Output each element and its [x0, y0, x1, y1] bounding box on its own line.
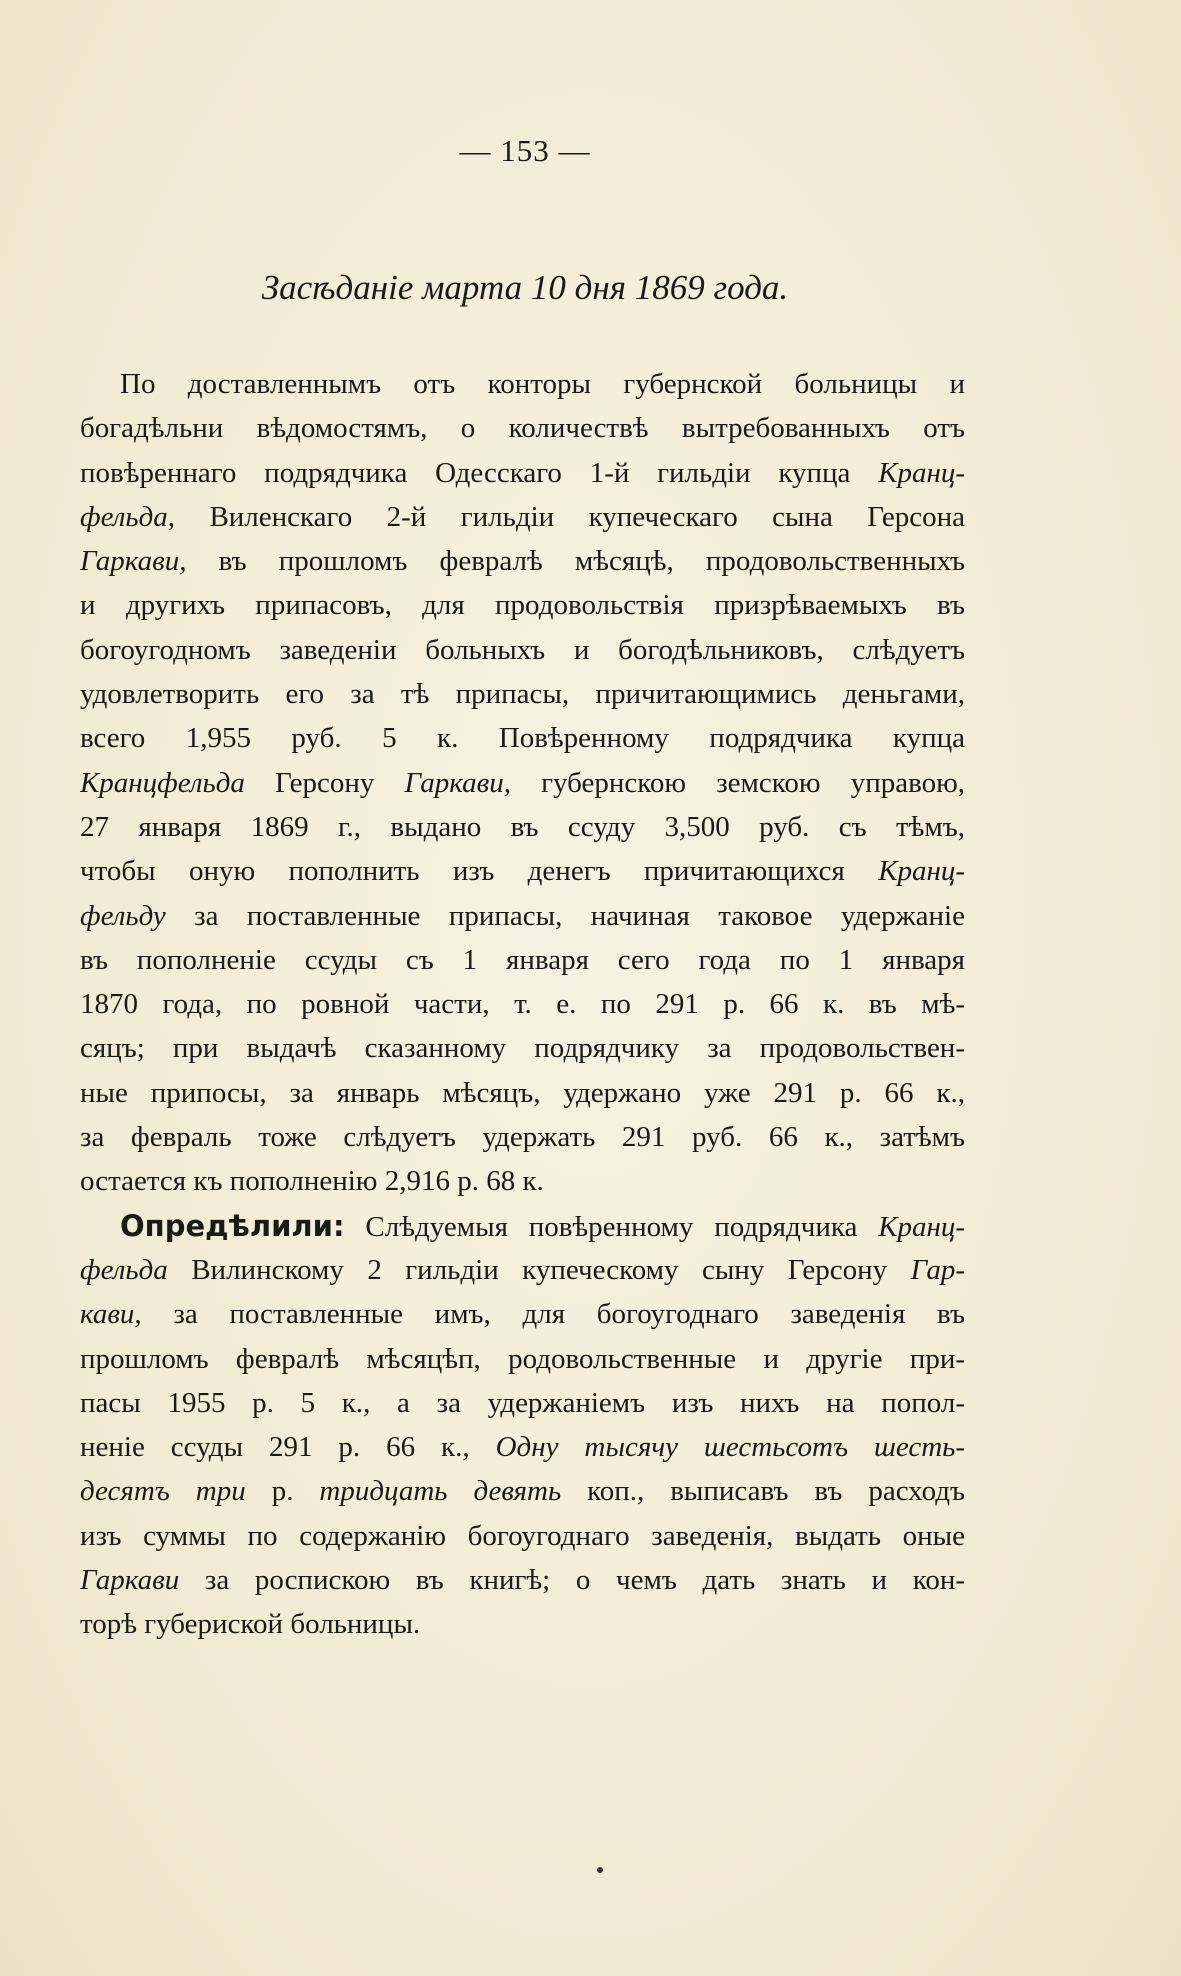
text-run: прошломъ февралѣ мѣсяцѣп, родовольственные и другіе при-	[80, 1342, 965, 1375]
italic-name: Кранц-	[878, 855, 965, 888]
text-run: ные припосы, за январь мѣсяцъ, удержано уже 291 р. 66 к.,	[80, 1076, 965, 1109]
text-run: Слѣдуемыя повѣренному подрядчика	[344, 1210, 879, 1243]
italic-name: десятъ три	[80, 1475, 246, 1508]
text-run: Герсону	[244, 766, 405, 799]
paragraph1-line	[80, 1159, 965, 1203]
paragraph1-line	[80, 1071, 965, 1115]
italic-name: фельда,	[80, 500, 176, 533]
italic-name: тридцать девять	[319, 1475, 562, 1508]
paragraph1-line	[80, 761, 965, 805]
text-run: 27 января 1869 г., выдано въ ссуду 3,500 руб. съ тѣмъ,	[80, 810, 965, 843]
paragraph1-line	[80, 716, 965, 760]
italic-name: Гаркави	[80, 1564, 180, 1597]
page-title: Засѣданіе марта 10 дня 1869 года.	[261, 268, 789, 307]
text-run: удовлетворить его за тѣ припасы, причитающимись деньгами,	[80, 678, 965, 711]
paragraph2-line	[80, 1381, 965, 1425]
text-run: неніе ссуды 291 р. 66 к.,	[80, 1431, 496, 1464]
text-run: Виленскаго 2-й гильдіи купеческаго сына Герсона	[175, 500, 965, 533]
italic-name: Кранцфельда	[80, 766, 245, 799]
italic-name: Кранц-	[878, 1210, 965, 1243]
text-run: за роспискою въ книгѣ; о чемъ дать знать и кон-	[179, 1564, 965, 1597]
text-run: р.	[245, 1475, 320, 1508]
text-run: чтобы оную пополнить изъ денегъ причитающихся	[80, 855, 879, 888]
text-run: въ пополненіе ссуды съ 1 января сего года по 1 января	[80, 943, 965, 976]
italic-name: Одну тысячу шестьсотъ шесть-	[495, 1431, 965, 1464]
paragraph1-line	[80, 849, 965, 893]
paragraph2-line	[80, 1248, 965, 1292]
paragraph2-line	[80, 1204, 965, 1248]
text-run: пасы 1955 р. 5 к., а за удержаніемъ изъ нихъ на попол-	[80, 1386, 965, 1419]
paragraph2-line	[80, 1514, 965, 1558]
text-run: сяцъ; при выдачѣ сказанному подрядчику за продовольствен-	[80, 1032, 965, 1065]
italic-name: кави,	[80, 1298, 142, 1331]
paragraph1-line	[80, 628, 965, 672]
text-run: всего 1,955 руб. 5 к. Повѣренному подрядчика купца	[80, 722, 965, 755]
paragraph2-line	[80, 1337, 965, 1381]
paragraph2-line	[80, 1469, 965, 1513]
paragraph1-line	[80, 583, 965, 627]
text-run: По доставленнымъ отъ конторы губернской больницы и	[120, 368, 965, 400]
text-run: и другихъ припасовъ, для продовольствія призрѣваемыхъ въ	[80, 589, 965, 622]
italic-name: фельда	[80, 1253, 168, 1286]
section-label: Опредѣлили:	[120, 1208, 345, 1243]
paragraph1-line	[80, 539, 965, 583]
text-run: 1870 года, по ровной части, т. е. по 291 р. 66 к. въ мѣ-	[80, 988, 965, 1021]
paragraph1-line	[80, 406, 965, 450]
italic-name: Гар-	[910, 1253, 965, 1286]
paragraph1-line	[80, 495, 965, 539]
paragraph1-line	[80, 894, 965, 938]
italic-name: Гаркави,	[80, 545, 187, 578]
paragraph2-line	[80, 1425, 965, 1469]
paragraph1-line	[80, 805, 965, 849]
paragraph1-line	[80, 362, 965, 406]
text-run: за февраль тоже слѣдуетъ удержать 291 руб. 66 к., затѣмъ	[80, 1121, 965, 1154]
text-run: за поставленные имъ, для богоугоднаго заведенія въ	[141, 1298, 965, 1331]
paragraph1-line	[80, 451, 965, 495]
page-number: — 153 —	[459, 133, 591, 168]
text-run: коп., выписавъ въ расходъ	[561, 1475, 965, 1508]
paragraph2-line	[80, 1292, 965, 1336]
ink-spot	[597, 1867, 603, 1873]
italic-name: Гаркави,	[404, 766, 511, 799]
paragraph1-line	[80, 982, 965, 1026]
text-run: остается къ пополненію 2,916 р. 68 к.	[80, 1165, 544, 1198]
text-run: торѣ губериской больницы.	[80, 1608, 421, 1641]
paragraph1-line	[80, 938, 965, 982]
text-run: богадѣльни вѣдомостямъ, о количествѣ вытребованныхъ отъ	[80, 412, 965, 445]
paragraph1-line	[80, 672, 965, 716]
text-run: повѣреннаго подрядчика Одесскаго 1-й гильдіи купца	[80, 456, 879, 489]
text-run: богоугодномъ заведеніи больныхъ и богодѣльниковъ, слѣдуетъ	[80, 633, 965, 666]
text-run: за поставленные припасы, начиная таковое удержаніе	[165, 899, 965, 932]
paragraph2-line	[80, 1558, 965, 1602]
text-run: въ прошломъ февралѣ мѣсяцѣ, продовольственныхъ	[186, 545, 965, 578]
paragraph1-line	[80, 1115, 965, 1159]
text-run: Вилинскому 2 гильдіи купеческому сыну Герсону	[167, 1253, 911, 1286]
italic-name: фельду	[80, 899, 166, 932]
text-run: изъ суммы по содержанію богоугоднаго заведенія, выдать оные	[80, 1519, 965, 1552]
italic-name: Кранц-	[878, 456, 965, 489]
text-run: губернскою земскою управою,	[511, 766, 965, 799]
paragraph1-line	[80, 1026, 965, 1070]
body-text	[80, 362, 965, 1647]
paragraph2-line	[80, 1602, 965, 1646]
